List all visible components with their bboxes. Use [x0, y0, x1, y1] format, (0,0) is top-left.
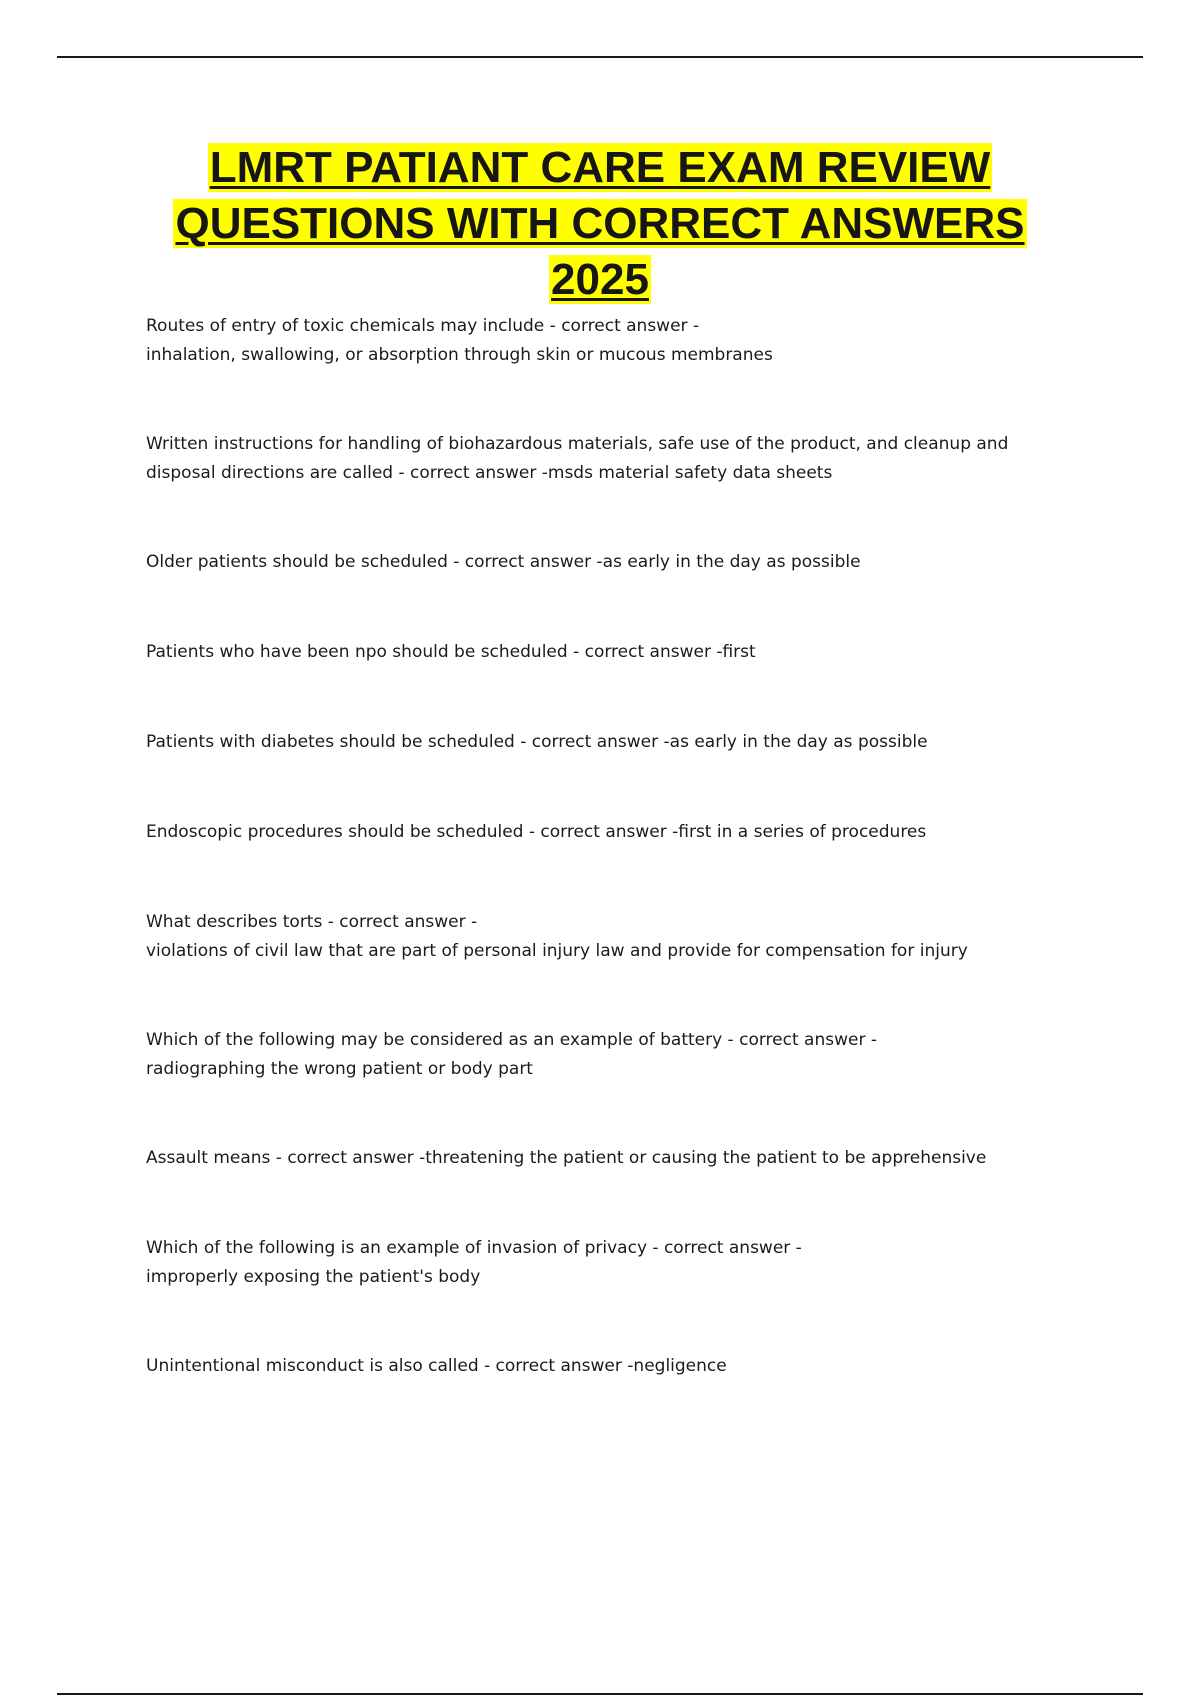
qa-question: Routes of entry of toxic chemicals may include - correct answer - [146, 316, 700, 336]
qa-item [146, 728, 1106, 757]
title-line-2: QUESTIONS WITH CORRECT ANSWERS [175, 199, 1025, 248]
title-line-3: 2025 [551, 255, 649, 304]
qa-question: Older patients should be scheduled - correct answer -as early in the day as possible [146, 552, 861, 572]
top-rule [57, 56, 1143, 58]
qa-item [146, 312, 1106, 370]
qa-item [146, 908, 1106, 966]
qa-question: Which of the following is an example of invasion of privacy - correct answer - [146, 1238, 802, 1258]
qa-answer: improperly exposing the patient's body [146, 1267, 481, 1287]
qa-item [146, 818, 1106, 847]
qa-item [146, 548, 1106, 577]
qa-question: Patients with diabetes should be scheduled - correct answer -as early in the day as possible [146, 732, 928, 752]
qa-item [146, 638, 1106, 667]
qa-question: Assault means - correct answer -threatening the patient or causing the patient to be apprehensive [146, 1148, 987, 1168]
document-title [60, 140, 1140, 308]
qa-question: Which of the following may be considered as an example of battery - correct answer - [146, 1030, 877, 1050]
qa-question: What describes torts - correct answer - [146, 912, 478, 932]
qa-item [146, 430, 1106, 488]
bottom-rule [57, 1693, 1143, 1695]
title-line-1: LMRT PATIANT CARE EXAM REVIEW [209, 143, 991, 192]
qa-answer: disposal directions are called - correct answer -msds material safety data sheets [146, 463, 833, 483]
qa-question: Patients who have been npo should be scheduled - correct answer -first [146, 642, 756, 662]
qa-item [146, 1026, 1106, 1084]
qa-question: Unintentional misconduct is also called - correct answer -negligence [146, 1356, 727, 1376]
qa-answer: violations of civil law that are part of personal injury law and provide for compensation for injury [146, 941, 968, 961]
qa-item [146, 1352, 1106, 1381]
qa-answer: inhalation, swallowing, or absorption through skin or mucous membranes [146, 345, 773, 365]
qa-question: Endoscopic procedures should be scheduled - correct answer -first in a series of procedures [146, 822, 927, 842]
qa-question: Written instructions for handling of biohazardous materials, safe use of the product, and cleanup and [146, 434, 1009, 454]
qa-answer: radiographing the wrong patient or body part [146, 1059, 533, 1079]
qa-item [146, 1234, 1106, 1292]
qa-item [146, 1144, 1106, 1173]
qa-list [146, 312, 1106, 1381]
